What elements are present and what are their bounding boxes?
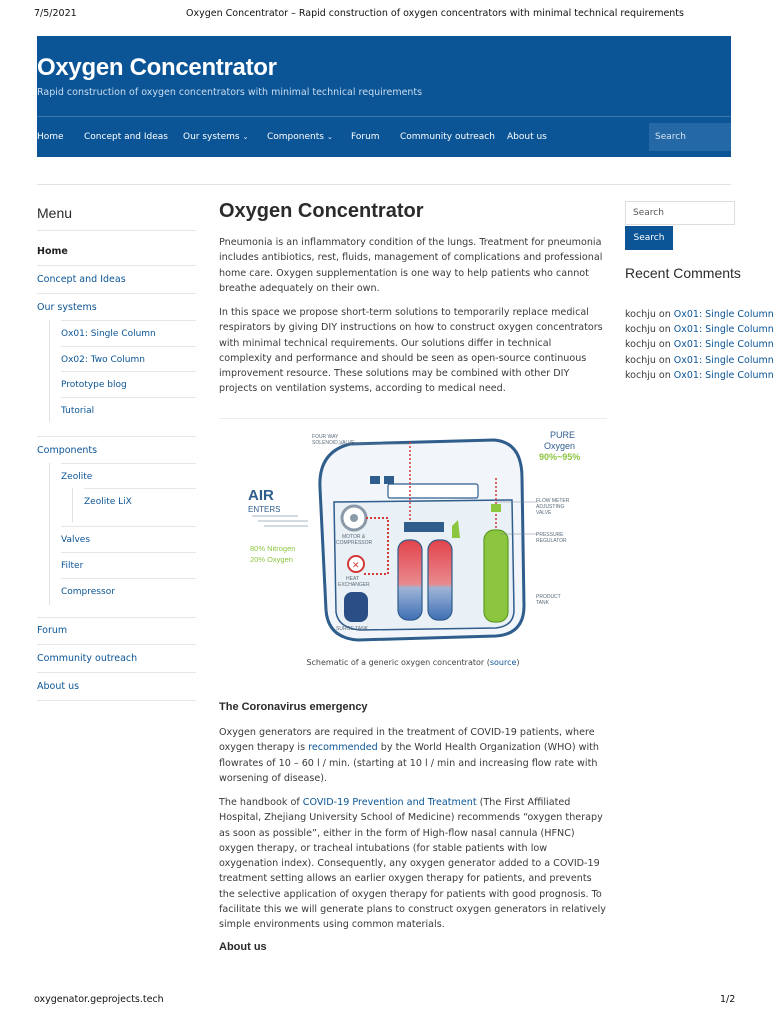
label-oxygen-purity: 90%~95%	[539, 452, 581, 462]
comment-on: on	[655, 339, 674, 350]
figure-rule	[219, 418, 607, 419]
nav-components[interactable]	[267, 132, 333, 142]
oxygen-concentrator-schematic	[238, 422, 608, 648]
comment-author: kochju	[625, 324, 656, 335]
sidebar-divider	[61, 552, 196, 553]
heat-exchanger-icon: ✕	[352, 560, 360, 570]
label-product: PRODUCT	[536, 594, 561, 600]
sidebar-item-filter[interactable]: Filter	[61, 561, 84, 571]
label-nitrogen: 80% Nitrogen	[250, 544, 296, 553]
section-heading-about-us: About us	[219, 941, 267, 953]
sidebar-search-button[interactable]: Search	[625, 226, 673, 250]
print-title: Oxygen Concentrator – Rapid construction of oxygen concentrators with minimal technical requirements	[186, 8, 684, 19]
sidebar-divider	[37, 293, 196, 294]
label-pure: PURE	[550, 430, 576, 440]
recent-comment	[625, 370, 774, 381]
sidebar-item-components[interactable]: Components	[37, 445, 98, 456]
sidebar-item-zeolite[interactable]: Zeolite	[61, 472, 93, 482]
comment-on: on	[655, 324, 674, 335]
label-oxygen: Oxygen	[544, 441, 576, 451]
comment-author: kochju	[625, 339, 656, 350]
sidebar-divider	[37, 644, 196, 645]
nav-our-systems-label: Our systems	[183, 132, 240, 142]
sidebar-item-home[interactable]: Home	[37, 246, 68, 257]
sidebar-item-ox01[interactable]: Ox01: Single Column	[61, 329, 156, 339]
recent-comments-title: Recent Comments	[625, 265, 741, 281]
covid-text-b: by the World Health Organization (WHO) with flowrates of 10 – 60 l / min. (starting at 10 l / min and increasing flow rate with worsening of disease).	[219, 742, 599, 784]
comment-post-link[interactable]: Ox01: Single Column	[673, 309, 774, 320]
sidebar-item-prototype-blog[interactable]: Prototype blog	[61, 380, 127, 390]
sidebar-item-forum[interactable]: Forum	[37, 625, 68, 636]
handbook-paragraph	[219, 795, 607, 933]
print-date: 7/5/2021	[34, 8, 77, 19]
label-regulator: REGULATOR	[536, 538, 567, 544]
nav-about-us[interactable]: About us	[507, 132, 547, 142]
sidebar-divider	[61, 526, 196, 527]
label-oxygen-20: 20% Oxygen	[250, 555, 293, 564]
nav-our-systems[interactable]	[183, 132, 248, 142]
sidebar-divider	[61, 397, 196, 398]
sidebar-item-ox02[interactable]: Ox02: Two Column	[61, 355, 145, 365]
label-pressure: PRESSURE	[536, 532, 564, 538]
nav-home[interactable]: Home	[37, 132, 64, 142]
section-heading-coronavirus: The Coronavirus emergency	[219, 701, 368, 713]
sidebar-item-valves[interactable]: Valves	[61, 535, 91, 545]
sidebar-divider	[37, 617, 196, 618]
print-page-number: 1/2	[720, 994, 736, 1005]
header-rule	[37, 184, 731, 185]
caption-source-link[interactable]: source	[489, 658, 517, 667]
sidebar-divider	[61, 371, 196, 372]
label-exchanger: EXCHANGER	[338, 582, 370, 588]
sidebar-divider	[37, 230, 196, 231]
label-compressor: COMPRESSOR	[336, 540, 373, 546]
sidebar-divider	[61, 320, 196, 321]
sidebar-divider	[61, 346, 196, 347]
comment-on: on	[655, 309, 674, 320]
comment-author: kochju	[625, 370, 656, 381]
nav-community-outreach[interactable]: Community outreach	[400, 132, 495, 142]
covid-paragraph	[219, 725, 607, 786]
sidebar-divider	[37, 265, 196, 266]
comment-on: on	[655, 370, 674, 381]
label-air: AIR	[248, 487, 274, 504]
handbook-text-b: (The First Affiliated Hospital, Zhejiang University School of Medicine) recommends “oxygen therapy as soon as possible”, either in the form of High-flow nasal cannula (HFNC) oxygen therapy, or tracheal intubations (for stable patients with low oxygenation index). Consequently, any oxygen generator added to a COVID-19 treatment setting allows an earlier oxygen therapy for patients, and prevents the selective application of oxygen therapy for patients with good prognosis. To facilitate this we will generate plans to construct oxygen generators in relatively simple environments using common materials.	[219, 797, 606, 931]
comment-author: kochju	[625, 309, 656, 320]
site-description: Rapid construction of oxygen concentrators with minimal technical requirements	[37, 87, 423, 98]
comment-author: kochju	[625, 355, 656, 366]
sidebar-item-our-systems[interactable]: Our systems	[37, 302, 97, 313]
sidebar-divider	[61, 463, 196, 464]
site-header	[37, 36, 731, 157]
proposal-paragraph: In this space we propose short-term solutions to temporarily replace medical respirators by giving DIY instructions on how to construct oxygen concentrators with minimal technical requirements. Our solutions differ in technical complexity and performance and should be seen as open-source continuous improvement resource. These solutions may be combined with other DIY projects on ventilation systems, according to medical need.	[219, 307, 603, 395]
label-four-way: FOUR WAY	[312, 434, 339, 440]
handbook-text-a: The handbook of	[219, 797, 303, 808]
submenu-guide	[49, 320, 50, 422]
sidebar-divider	[37, 700, 196, 701]
sidebar-divider	[61, 578, 196, 579]
recent-comment	[625, 355, 774, 366]
comment-on: on	[655, 355, 674, 366]
sidebar-item-community-outreach[interactable]: Community outreach	[37, 653, 138, 664]
nav-components-label: Components	[267, 132, 324, 142]
label-valve: VALVE	[536, 510, 552, 516]
sidebar-item-zeolite-lix[interactable]: Zeolite LiX	[84, 497, 132, 507]
sidebar-divider	[37, 436, 196, 437]
covid-text-a: Oxygen generators are required in the treatment of COVID-19 patients, where oxygen therapy is	[219, 727, 595, 754]
page-title: Oxygen Concentrator	[219, 200, 424, 222]
submenu-guide	[72, 488, 73, 522]
label-flow-meter: FLOW METER	[536, 498, 570, 504]
figure-caption	[219, 658, 607, 667]
label-heat: HEAT	[346, 576, 359, 582]
sidebar-item-compressor[interactable]: Compressor	[61, 587, 115, 597]
recent-comment	[625, 309, 774, 320]
chevron-down-icon: ⌄	[242, 133, 249, 141]
print-url: oxygenator.geprojects.tech	[34, 994, 164, 1005]
intro-paragraph: Pneumonia is an inflammatory condition of the lungs. Treatment for pneumonia includes antibiotics, rest, fluids, management of complications and professional home care. Oxygen supplementation is one way to help patients who cannot breathe adequately on their own.	[219, 237, 603, 294]
label-motor: MOTOR &	[342, 534, 366, 540]
site-title[interactable]: Oxygen Concentrator	[37, 54, 277, 81]
submenu-guide	[49, 463, 50, 605]
sidebar-divider	[37, 672, 196, 673]
caption-text: Schematic of a generic oxygen concentrator (	[306, 658, 490, 667]
nav-concept-ideas[interactable]: Concept and Ideas	[84, 132, 168, 142]
covid-handbook-link[interactable]: COVID-19 Prevention and Treatment	[302, 797, 477, 808]
sidebar-search-input[interactable]: Search	[625, 201, 735, 225]
caption-end: )	[516, 658, 520, 667]
recent-comment	[625, 339, 774, 350]
comment-post-link[interactable]: Ox01: Single Column	[673, 355, 774, 366]
airflow-lines	[252, 516, 308, 526]
recommended-link[interactable]: recommended	[308, 742, 378, 754]
chevron-down-icon: ⌄	[326, 133, 333, 141]
comment-post-link[interactable]: Ox01: Single Column	[673, 370, 774, 381]
sidebar-item-concept-ideas[interactable]: Concept and Ideas	[37, 274, 126, 285]
nav-divider	[37, 116, 731, 117]
label-surge-tank: SURGE TANK	[336, 626, 369, 632]
nav-forum[interactable]: Forum	[351, 132, 380, 142]
sidebar-divider	[84, 488, 196, 489]
sidebar-title: Menu	[37, 205, 73, 221]
recent-comment	[625, 324, 774, 335]
comment-post-link[interactable]: Ox01: Single Column	[673, 339, 774, 350]
label-tank: TANK	[536, 600, 549, 606]
header-search-input[interactable]: Search	[649, 123, 731, 151]
label-enters: ENTERS	[248, 505, 281, 514]
label-solenoid-valve: SOLENOID VALVE	[312, 440, 355, 446]
comment-post-link[interactable]: Ox01: Single Column	[673, 324, 774, 335]
sidebar-item-tutorial[interactable]: Tutorial	[61, 406, 95, 416]
sidebar-item-about-us[interactable]: About us	[37, 681, 80, 692]
label-adjusting: ADJUSTING	[536, 504, 565, 510]
